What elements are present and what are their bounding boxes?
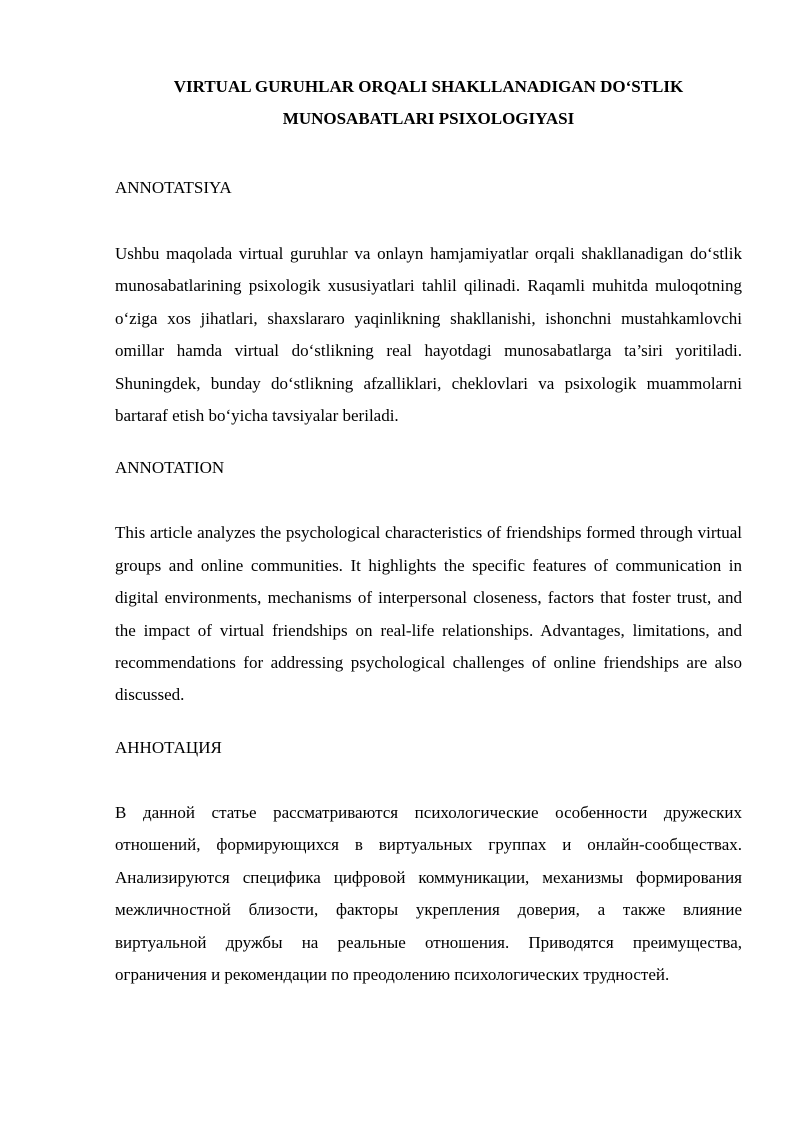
document-title bbox=[115, 71, 742, 135]
heading-annotation: ANNOTATION bbox=[115, 458, 225, 478]
title-line-1: VIRTUAL GURUHLAR ORQALI SHAKLLANADIGAN DO‘STLIK bbox=[173, 77, 684, 96]
heading-annotatsiya: ANNOTATSIYA bbox=[115, 178, 232, 197]
document-page bbox=[115, 71, 742, 991]
heading-annotatsiya-russian: АННОТАЦИЯ bbox=[115, 737, 222, 757]
abstract-english: This article analyzes the psychological characteristics of friendships formed through virtual groups and online communities. It highlights the specific features of communication in digital environments, mechanisms of interpersonal closeness, factors that foster trust, and the impact of virtual friendships on real-life relationships. Advantages, limitations, and recommendations for addressing psychological challenges of online friendships are also discussed. bbox=[115, 523, 742, 705]
abstract-russian: В данной статье рассматриваются психологические особенности дружеских отношений, формирующихся в виртуальных группах и онлайн-сообществах. Анализируются специфика цифровой коммуникации, механизмы формирования межличностной близости, факторы укрепления доверия, а также влияние виртуальной дружбы на реальные отношения. Приводятся преимущества, ограничения и рекомендации по преодолению психологических трудностей. bbox=[115, 802, 742, 984]
title-line-2: MUNOSABATLARI PSIXOLOGIYASI bbox=[282, 109, 575, 128]
abstract-uzbek: Ushbu maqolada virtual guruhlar va onlayn hamjamiyatlar orqali shakllanadigan do‘stlik munosabatlarining psixologik xususiyatlari tahlil qilinadi. Raqamli muhitda muloqotning o‘ziga xos jihatlari, shaxslararo yaqinlikning shakllanishi, ishonchni mustahkamlovchi omillar hamda virtual do‘stlikning real hayotdagi munosabatlarga ta’siri yoritiladi. Shuningdek, bunday do‘stlikning afzalliklari, cheklovlari va psixologik muammolarni bartaraf etish bo‘yicha tavsiyalar beriladi. bbox=[115, 244, 742, 426]
